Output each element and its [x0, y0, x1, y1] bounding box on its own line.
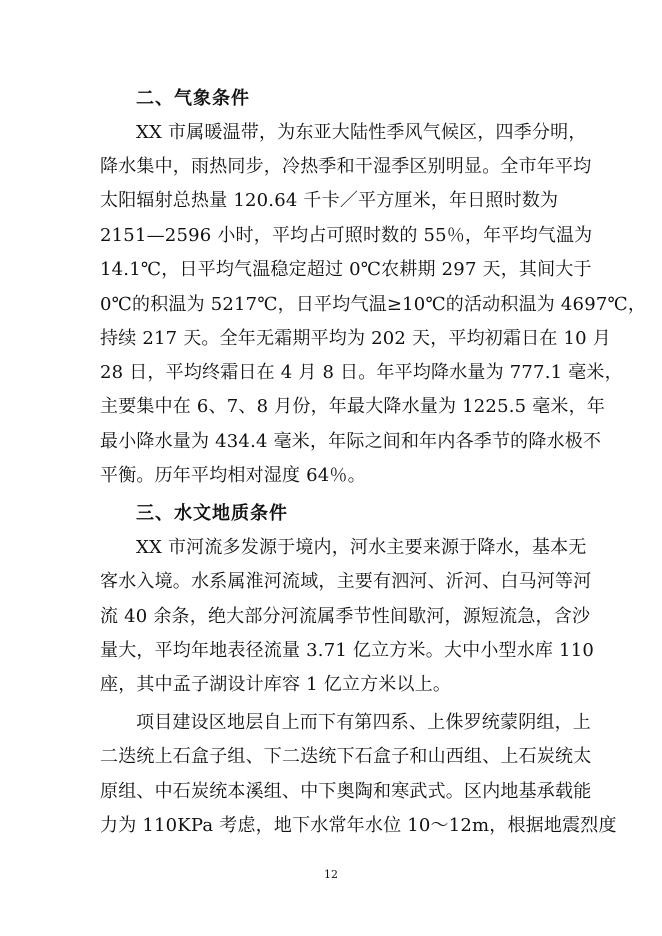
- section-heading-meteorology: 二、气象条件: [136, 88, 250, 109]
- paragraph-line: 太阳辐射总热量 120.64 千卡／平方厘米，年日照时数为: [100, 190, 559, 211]
- paragraph-line: 2151—2596 小时，平均占可照时数的 55％，年平均气温为: [100, 225, 593, 246]
- section-heading-hydrogeology: 三、水文地质条件: [136, 503, 288, 524]
- paragraph-line: 二迭统上石盒子组、下二迭统下石盒子和山西组、上石炭统太: [100, 746, 592, 767]
- paragraph-line: 量大，平均年地表径流量 3.71 亿立方米。大中小型水库 110: [100, 640, 594, 661]
- paragraph-line: 座，其中孟子湖设计库容 1 亿立方米以上。: [100, 674, 452, 695]
- paragraph-line: XX 市属暖温带，为东亚大陆性季风气候区，四季分明，: [136, 122, 587, 143]
- paragraph-line: 降水集中，雨热同步，冷热季和干湿季区别明显。全市年平均: [100, 156, 592, 177]
- paragraph-line: 原组、中石炭统本溪组、中下奥陶和寒武式。区内地基承载能: [100, 781, 592, 802]
- paragraph-line: XX 市河流多发源于境内，河水主要来源于降水，基本无: [136, 537, 587, 558]
- paragraph-line: 项目建设区地层自上而下有第四系、上侏罗统蒙阴组，上: [136, 712, 591, 733]
- paragraph-line: 最小降水量为 434.4 毫米，年际之间和年内各季节的降水极不: [100, 431, 602, 452]
- paragraph-line: 持续 217 天。全年无霜期平均为 202 天，平均初霜日在 10 月: [100, 328, 611, 349]
- paragraph-line: 28 日，平均终霜日在 4 月 8 日。年平均降水量为 777.1 毫米，: [100, 362, 623, 383]
- paragraph-line: 主要集中在 6、7、8 月份，年最大降水量为 1225.5 毫米，年: [100, 396, 606, 417]
- paragraph-line: 力为 110KPa 考虑，地下水常年水位 10～12m，根据地震烈度: [100, 815, 617, 836]
- page-number: 12: [324, 868, 338, 881]
- paragraph-line: 0℃的积温为 5217℃，日平均气温≥10℃的活动积温为 4697℃，: [100, 294, 647, 315]
- paragraph-line: 平衡。历年平均相对湿度 64％。: [100, 465, 366, 486]
- paragraph-line: 客水入境。水系属淮河流域，主要有泗河、沂河、白马河等河: [100, 571, 592, 592]
- paragraph-line: 流 40 余条，绝大部分河流属季节性间歇河，源短流急，含沙: [100, 606, 591, 627]
- paragraph-line: 14.1℃，日平均气温稳定超过 0℃农耕期 297 天，其间大于: [100, 259, 592, 280]
